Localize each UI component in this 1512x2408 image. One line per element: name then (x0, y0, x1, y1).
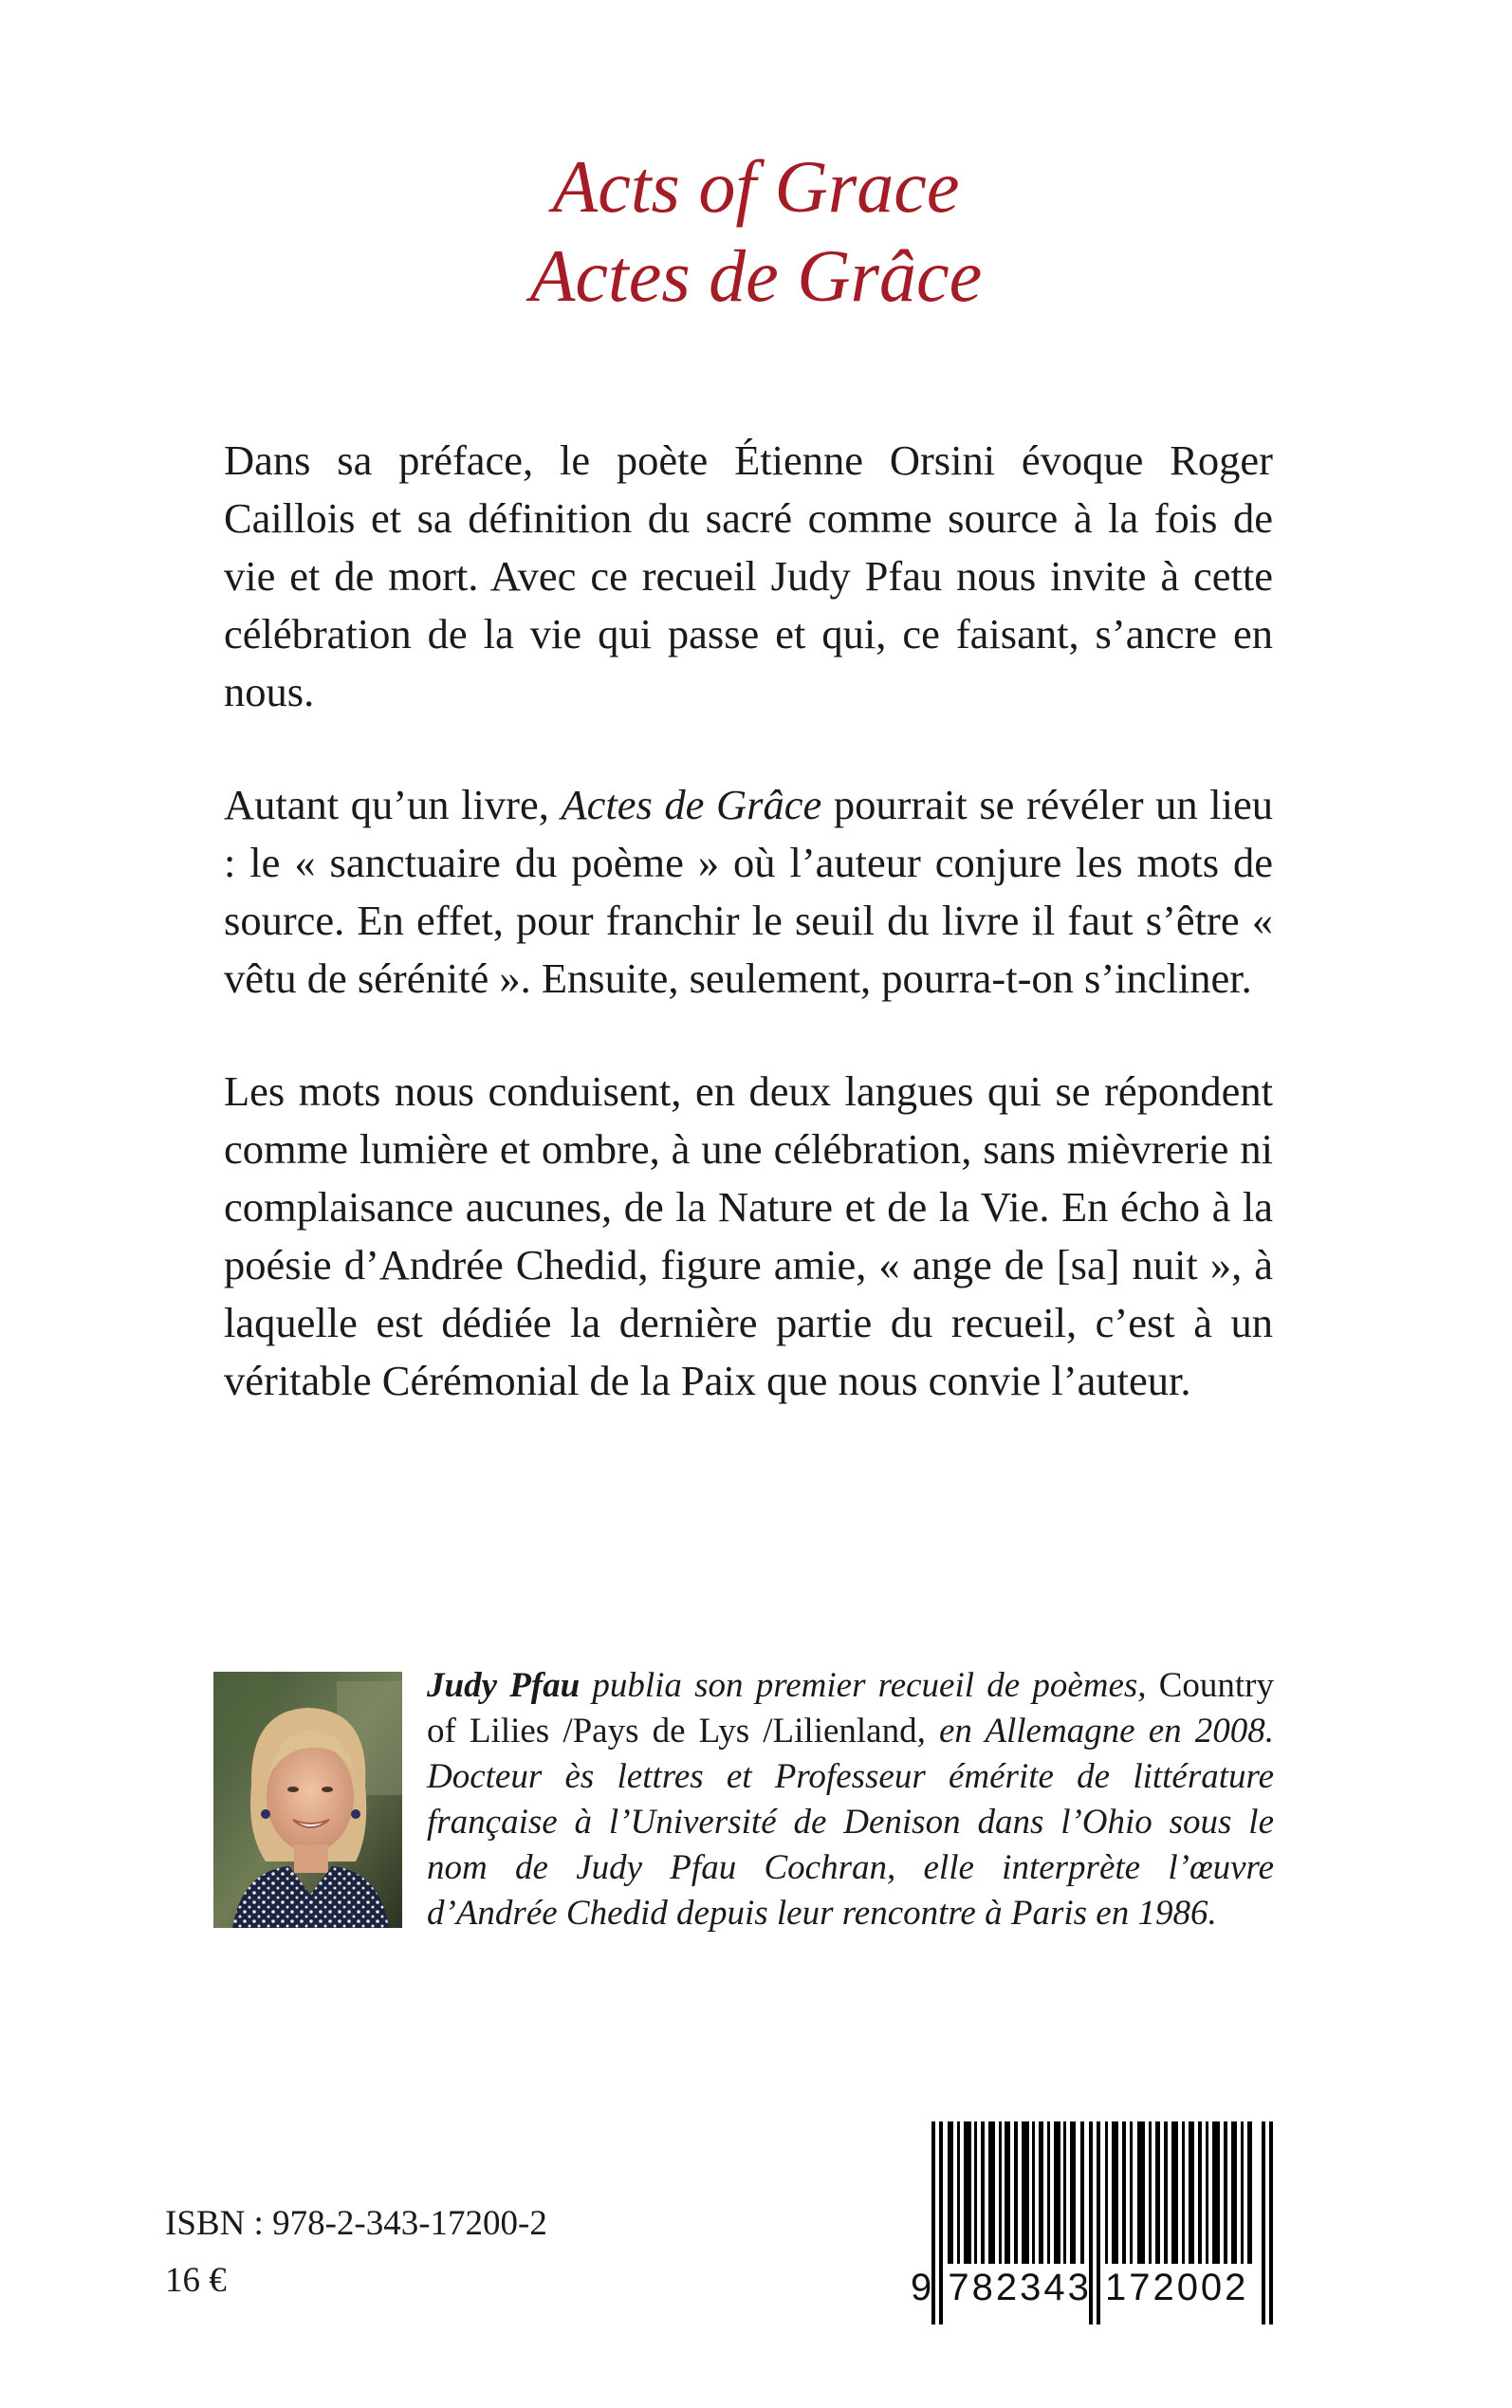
barcode-digits: 9 782343 172002 (911, 2267, 1249, 2308)
author-bio (427, 1663, 1274, 1936)
title-english: Acts of Grace (552, 145, 960, 228)
price: 16 € (165, 2261, 227, 2300)
paragraph-2-title: Actes de Grâce (561, 781, 822, 828)
bio-book-title: Country of Lilies /Pays de Lys /Lilienland (427, 1666, 1274, 1750)
author-name: Judy Pfau (427, 1666, 581, 1705)
back-cover-text (224, 432, 1273, 1465)
book-title (0, 142, 1512, 321)
paragraph-2-rest: pourrait se révéler un lieu : le « sanctuaire du poème » où l’auteur conjure les mots de source. En effet, pour franchir le seuil du livre il faut s’être « vêtu de sérénité ». Ensuite, seulement, pourra-t-on s’incliner. (224, 781, 1274, 1002)
paragraph-2 (224, 776, 1273, 1008)
paragraph-1: Dans sa préface, le poète Étienne Orsini évoque Roger Caillois et sa définition du sacré comme source à la fois de vie et de mort. Avec ce recueil Judy Pfau nous invite à cette célébration de la vie qui passe et qui, ce faisant, s’ancre en nous. (224, 436, 1273, 715)
bio-text-1: publia son premier recueil de poèmes, (580, 1666, 1159, 1705)
bio-text-2: , en Allemagne en 2008. Docteur ès lettres et Professeur émérite de littérature française à l’Université de Denison dans l’Ohio sous le nom de Judy Pfau Cochran, elle interprète l’œuvre d’Andrée Chedid depuis leur rencontre à Paris en 1986. (427, 1712, 1274, 1933)
author-photo (213, 1672, 402, 1928)
paragraph-2-intro: Autant qu’un livre, (224, 781, 562, 828)
title-french: Actes de Grâce (529, 234, 983, 317)
isbn: ISBN : 978-2-343-17200-2 (165, 2204, 547, 2243)
paragraph-3: Les mots nous conduisent, en deux langues qui se répondent comme lumière et ombre, à une célébration, sans mièvrerie ni complaisance aucunes, de la Nature et de la Vie. En écho à la poésie d’Andrée Chedid, figure amie, « ange de [sa] nuit », à laquelle est dédiée la dernière partie du recueil, c’est à un véritable Cérémonial de la Paix que nous convie l’auteur. (224, 1067, 1273, 1404)
